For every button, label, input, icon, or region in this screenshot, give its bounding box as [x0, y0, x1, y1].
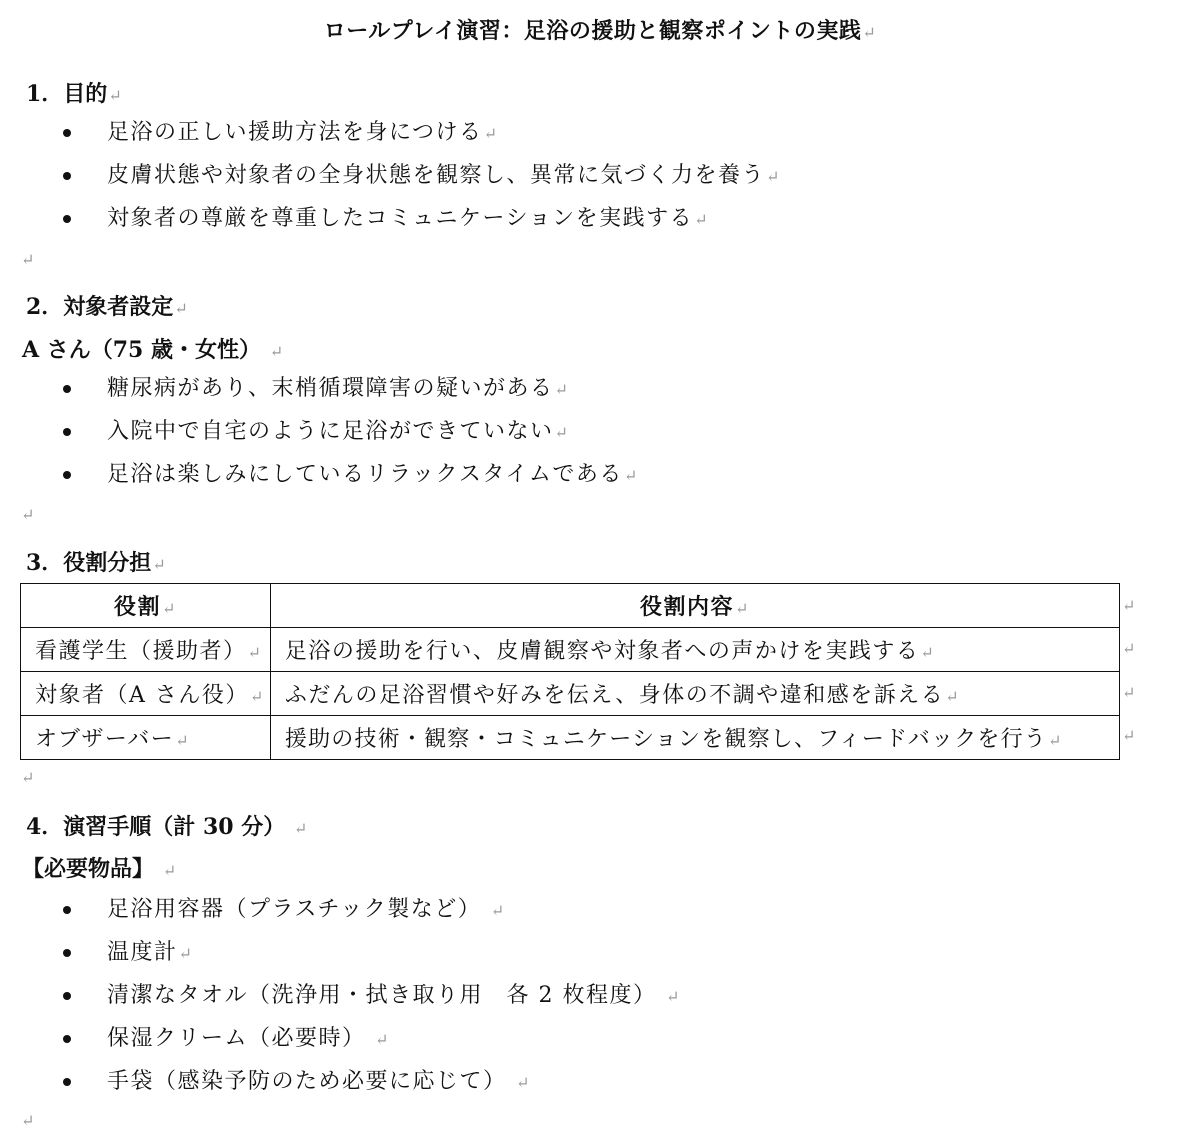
table-cell: 援助の技術・観察・コミュニケーションを観察し、フィードバックを行う↵ [270, 716, 1119, 760]
list-item: 入院中で自宅のように足浴ができていない↵ [0, 417, 639, 460]
bullet-icon [63, 992, 71, 1000]
section1-heading [26, 77, 122, 108]
table-cell: ふだんの足浴習慣や好みを伝え、身体の不調や違和感を訴える↵ [270, 672, 1119, 716]
empty-paragraph: ↵ [21, 250, 35, 269]
list-item: 皮膚状態や対象者の全身状態を観察し、異常に気づく力を養う↵ [0, 161, 781, 204]
bullet-icon [63, 906, 71, 914]
table-header-row [21, 584, 1120, 628]
roles-table [20, 583, 1120, 760]
section2-heading: 2．対象者設定↵ [26, 294, 188, 320]
title-text: ロールプレイ演習：足浴の援助と観察ポイントの実践 [323, 18, 862, 44]
section3-heading-text: 3．役割分担 [26, 550, 152, 576]
section2-heading-text: 2．対象者設定 [26, 294, 174, 320]
list-item: 足浴の正しい援助方法を身につける↵ [0, 118, 781, 161]
list-item: 足浴は楽しみにしているリラックスタイムである↵ [0, 460, 639, 503]
bullet-icon [63, 129, 71, 137]
list-item: 保湿クリーム（必要時） ↵ [0, 1024, 681, 1067]
list-item: 糖尿病があり、末梢循環障害の疑いがある↵ [0, 374, 639, 417]
table-header-cell: 役割内容↵ [270, 584, 1119, 628]
bullet-icon [63, 385, 71, 393]
bullet-icon [63, 1035, 71, 1043]
section4-heading-text: 4．演習手順（計 30 分） [26, 814, 286, 840]
return-mark: ↵ [862, 23, 877, 42]
supplies-list [0, 895, 681, 1110]
table-row [21, 672, 1120, 716]
bullet-icon [63, 1078, 71, 1086]
table-cell: 対象者（A さん役）↵ [21, 672, 271, 716]
row-end-mark: ↵ [1122, 726, 1136, 745]
table-row [21, 628, 1120, 672]
section3-heading: 3．役割分担↵ [26, 550, 166, 576]
bullet-icon [63, 949, 71, 957]
row-end-mark: ↵ [1122, 639, 1136, 658]
list-item: 手袋（感染予防のため必要に応じて） ↵ [0, 1067, 681, 1110]
table-cell: 看護学生（援助者）↵ [21, 628, 271, 672]
bullet-icon [63, 471, 71, 479]
table-row [21, 716, 1120, 760]
list-item: 清潔なタオル（洗浄用・拭き取り用 各 2 枚程度） ↵ [0, 981, 681, 1024]
supplies-heading: 【必要物品】 ↵ [22, 856, 177, 882]
row-end-mark: ↵ [1122, 683, 1136, 702]
section4-heading: 4．演習手順（計 30 分） ↵ [26, 814, 308, 840]
empty-paragraph: ↵ [21, 768, 35, 787]
subject-line: A さん（75 歳・女性） ↵ [22, 337, 284, 363]
subject-text: A さん（75 歳・女性） [22, 337, 262, 363]
supplies-heading-text: 【必要物品】 [22, 856, 155, 882]
subject-conditions-list [0, 374, 639, 503]
table-cell: オブザーバー↵ [21, 716, 271, 760]
empty-paragraph: ↵ [21, 505, 35, 524]
purpose-list [0, 118, 781, 247]
bullet-icon [63, 172, 71, 180]
table-header-cell: 役割↵ [21, 584, 271, 628]
bullet-icon [63, 215, 71, 223]
document-title [0, 14, 1200, 45]
row-end-mark: ↵ [1122, 596, 1136, 615]
empty-paragraph: ↵ [21, 1111, 35, 1130]
bullet-icon [63, 428, 71, 436]
list-item: 足浴用容器（プラスチック製など） ↵ [0, 895, 681, 938]
return-mark: ↵ [108, 86, 122, 105]
section1-heading-text: 1．目的 [26, 81, 108, 107]
list-item: 対象者の尊厳を尊重したコミュニケーションを実践する↵ [0, 204, 781, 247]
table-cell: 足浴の援助を行い、皮膚観察や対象者への声かけを実践する↵ [270, 628, 1119, 672]
list-item: 温度計↵ [0, 938, 681, 981]
